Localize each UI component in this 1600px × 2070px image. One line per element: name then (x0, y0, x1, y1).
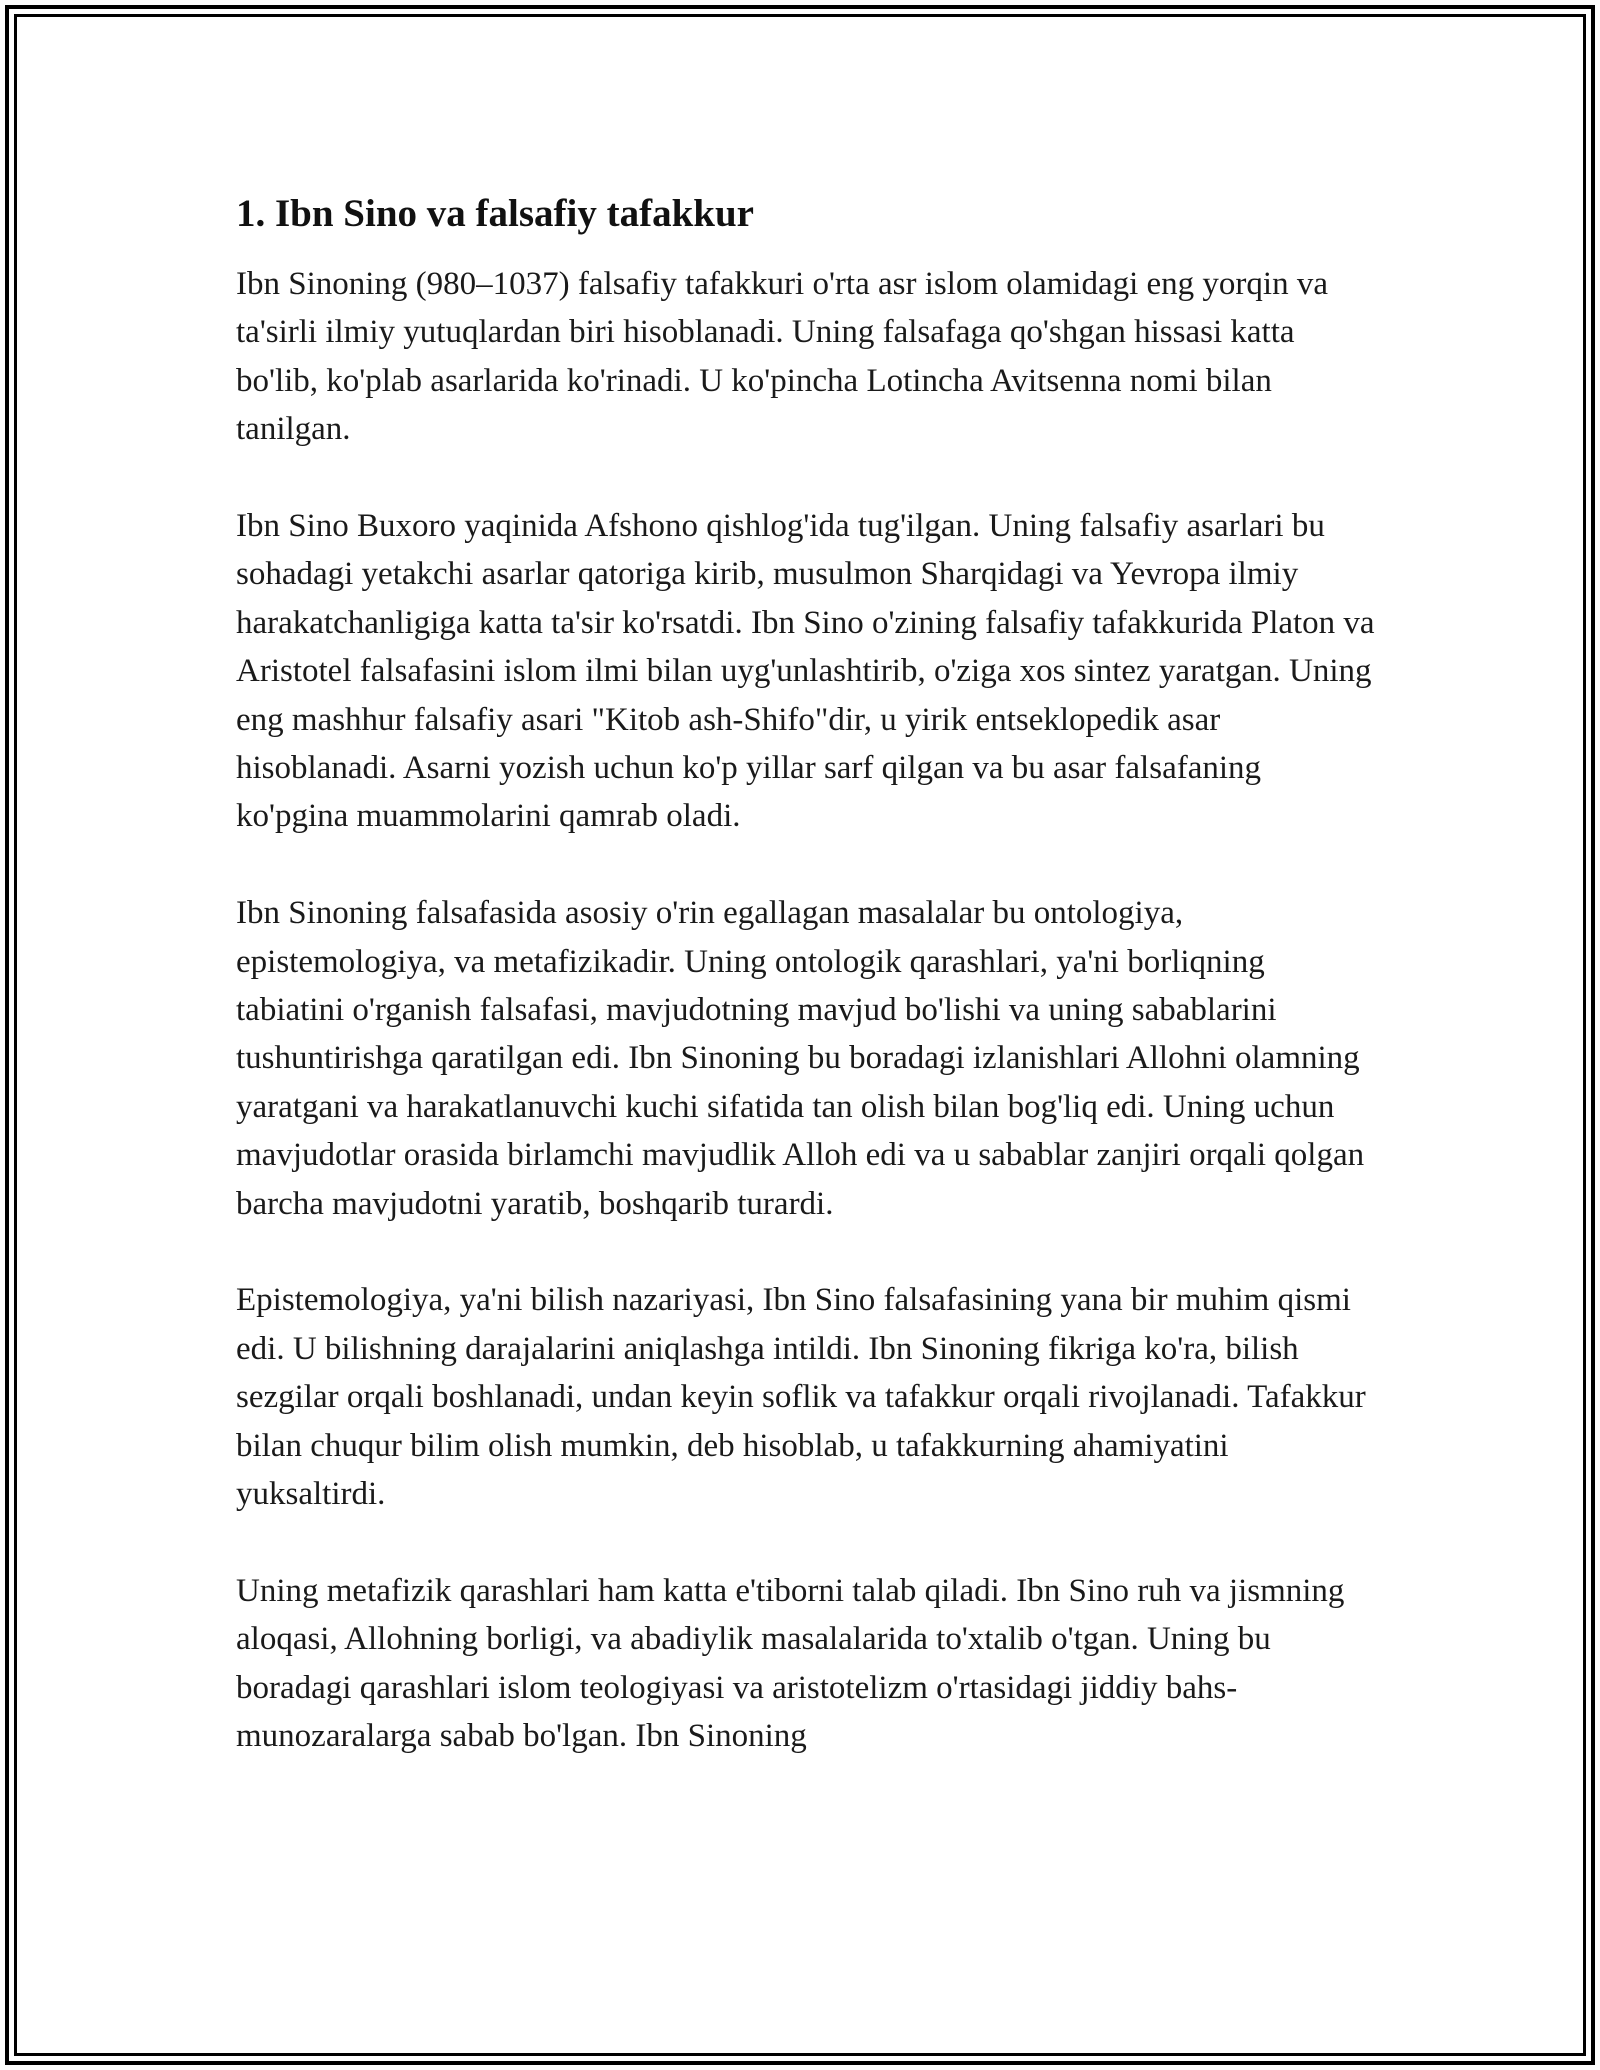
paragraph-introduction: Ibn Sinoning (980–1037) falsafiy tafakkuri o'rta asr islom olamidagi eng yorqin va ta'sirli ilmiy yutuqlardan biri hisoblanadi. Uning falsafaga qo'shgan hissasi katta bo'lib, ko'plab asarlarida ko'rinadi. U ko'pincha Lotincha Avitsenna nomi bilan tanilgan. (236, 266, 1328, 448)
paragraph-ontology: Ibn Sinoning falsafasida asosiy o'rin egallagan masalalar bu ontologiya, epistemologiya, va metafizikadir. Uning ontologik qarashlari, ya'ni borliqning tabiatini o'rganish falsafasi, mavjudotning mavjud bo'lishi va uning sabablarini tushuntirishga qaratilgan edi. Ibn Sinoning bu boradagi izlanishlari Allohni olamning yaratgani va harakatlanuvchi kuchi sifatida tan olish bilan bog'liq edi. Uning uchun mavjudotlar orasida birlamchi mavjudlik Alloh edi va u sabablar zanjiri orqali qolgan barcha mavjudotni yaratib, boshqarib turardi. (236, 895, 1365, 1222)
paragraph-biography: Ibn Sino Buxoro yaqinida Afshono qishlog'ida tug'ilgan. Uning falsafiy asarlari bu sohadagi yetakchi asarlar qatoriga kirib, musulmon Sharqidagi va Yevropa ilmiy harakatchanligiga katta ta'sir ko'rsatdi. Ibn Sino o'zining falsafiy tafakkurida Platon va Aristotel falsafasini islom ilmi bilan uyg'unlashtirib, o'ziga xos sintez yaratgan. Uning eng mashhur falsafiy asari "Kitob ash-Shifo"dir, u yirik entseklopedik asar hisoblanadi. Asarni yozish uchun ko'p yillar sarf qilgan va bu asar falsafaning ko'pgina muammolarini qamrab oladi. (236, 508, 1375, 835)
document-body (236, 186, 1376, 1761)
paragraph-epistemology: Epistemologiya, ya'ni bilish nazariyasi, Ibn Sino falsafasining yana bir muhim qismi edi. U bilishning darajalarini aniqlashga intildi. Ibn Sinoning fikriga ko'ra, bilish sezgilar orqali boshlanadi, undan keyin soflik va tafakkur orqali rivojlanadi. Tafakkur bilan chuqur bilim olish mumkin, deb hisoblab, u tafakkurning ahamiyatini yuksaltirdi. (236, 1282, 1366, 1513)
paragraph-metaphysics: Uning metafizik qarashlari ham katta e'tiborni talab qiladi. Ibn Sino ruh va jismning aloqasi, Allohning borligi, va abadiylik masalalarida to'xtalib o'tgan. Uning bu boradagi qarashlari islom teologiyasi va aristotelizm o'rtasidagi jiddiy bahs-munozaralarga sabab bo'lgan. Ibn Sinoning (236, 1572, 1345, 1755)
section-heading: 1. Ibn Sino va falsafiy tafakkur (236, 192, 754, 235)
